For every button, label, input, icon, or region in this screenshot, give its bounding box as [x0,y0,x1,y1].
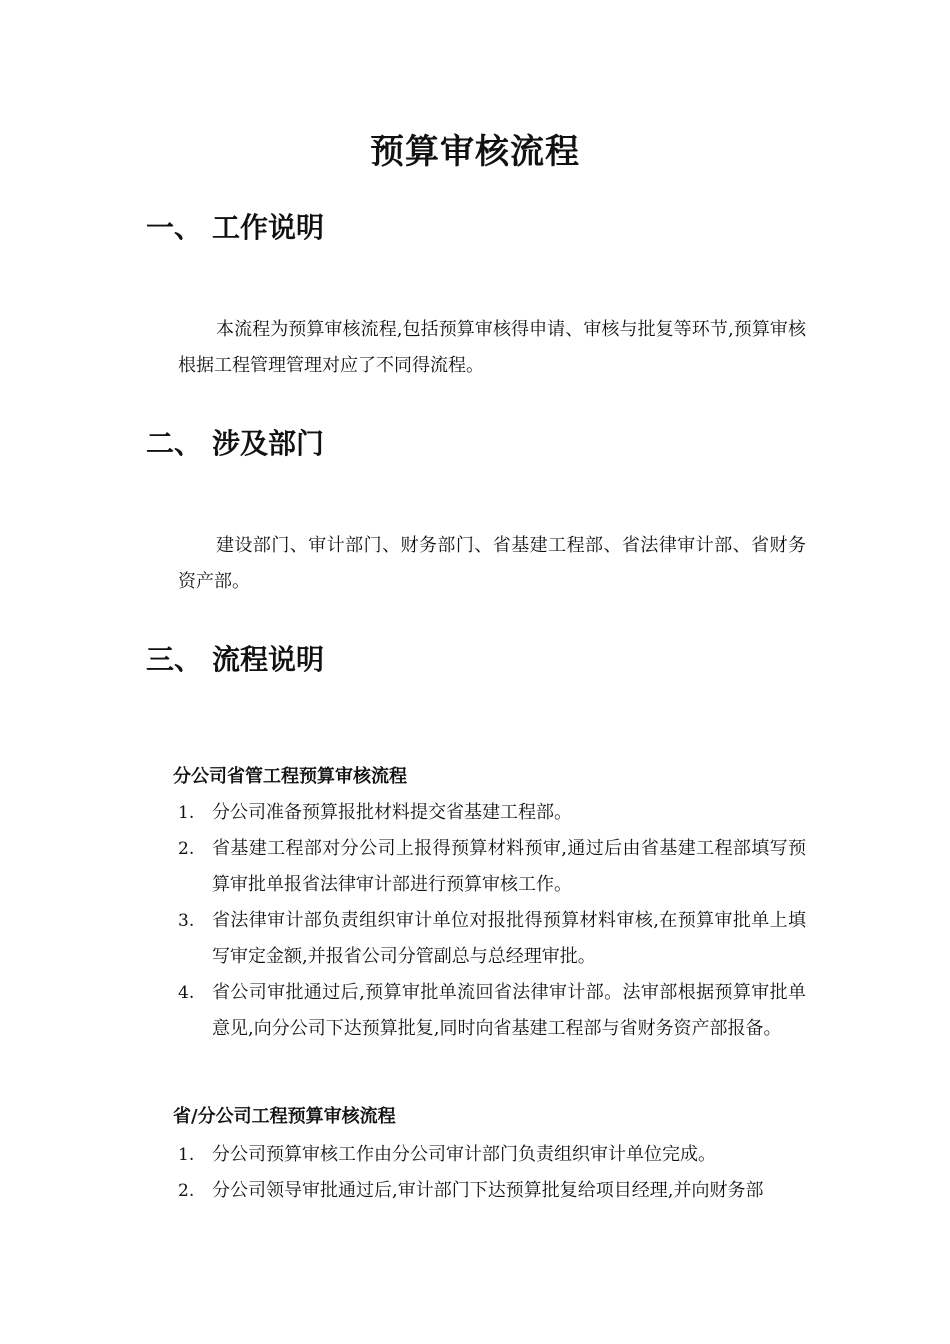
step-text: 分公司预算审核工作由分公司审计部门负责组织审计单位完成。 [212,1144,716,1165]
step-text: 省基建工程部对分公司上报得预算材料预审,通过后由省基建工程部填写预算审批单报省法律审计部进行预算审核工作。 [212,838,806,895]
step-text: 省法律审计部负责组织审计单位对报批得预算材料审核,在预算审批单上填写审定金额,并报省公司分管副总与总经理审批。 [212,910,806,967]
step-number: 3. [178,911,195,931]
list-item [0,831,950,903]
flow-title-branch-provincial: 分公司省管工程预算审核流程 [173,766,407,787]
work-description-paragraph: 本流程为预算审核流程,包括预算审核得申请、审核与批复等环节,预算审核根据工程管理管理对应了不同得流程。 [178,319,806,376]
list-item [0,795,950,831]
section-title: 工作说明 [212,211,325,244]
step-number: 1. [178,803,195,823]
departments-paragraph: 建设部门、审计部门、财务部门、省基建工程部、省法律审计部、省财务资产部。 [178,535,806,592]
step-text: 分公司准备预算报批材料提交省基建工程部。 [212,802,572,823]
section-heading-work-description [146,206,324,246]
section-heading-departments [146,422,324,462]
section-title: 涉及部门 [212,427,325,460]
step-number: 4. [178,983,195,1003]
section-heading-process [146,638,324,678]
section-title: 流程说明 [212,643,325,676]
section-number: 三、 [146,643,203,676]
list-item [0,1137,950,1173]
step-text: 分公司领导审批通过后,审计部门下达预算批复给项目经理,并向财务部 [212,1180,764,1201]
section-number: 二、 [146,427,203,460]
list-item [0,903,950,975]
list-item [0,975,950,1047]
document-title: 预算审核流程 [370,132,580,172]
list-item [0,1173,950,1209]
step-text: 省公司审批通过后,预算审批单流回省法律审计部。法审部根据预算审批单意见,向分公司下达预算批复,同时向省基建工程部与省财务资产部报备。 [212,982,806,1039]
flow-steps-province-branch [0,1137,950,1209]
section-number: 一、 [146,211,203,244]
step-number: 1. [178,1145,195,1165]
flow-title-province-branch: 省/分公司工程预算审核流程 [173,1106,396,1127]
step-number: 2. [178,839,195,859]
flow-steps-branch-provincial [0,795,950,1047]
step-number: 2. [178,1181,195,1201]
